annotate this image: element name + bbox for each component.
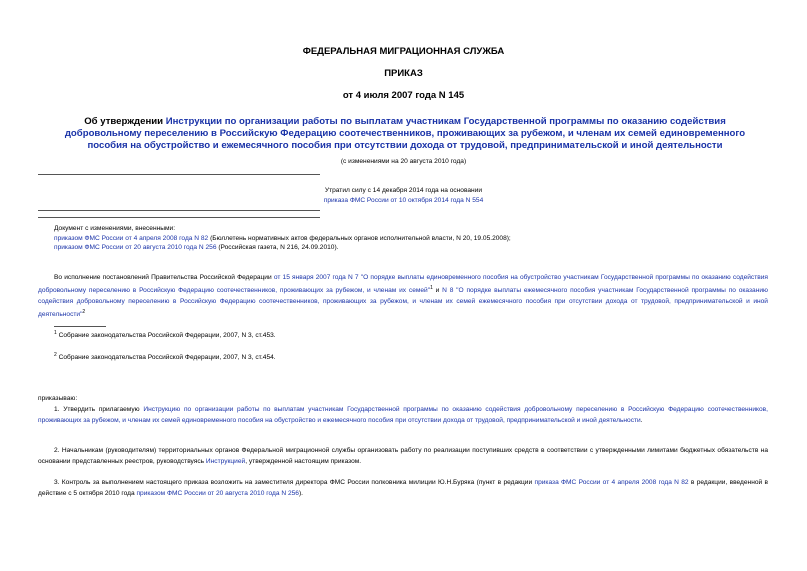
footnote-text: Собрание законодательства Российской Федерации, 2007, N 3, ст.453.: [58, 332, 276, 340]
amendments-note: (с изменениями на 20 августа 2010 года): [340, 158, 467, 165]
footnote-mark: 1: [430, 285, 433, 291]
footnote-mark: 1: [54, 330, 57, 336]
order-word: приказываю:: [38, 395, 78, 402]
footnote: [54, 329, 754, 341]
preamble-paragraph: [38, 272, 768, 320]
document-date-number: от 4 июля 2007 года N 145: [342, 90, 465, 101]
divider: [38, 210, 320, 211]
changes-item: [54, 243, 774, 253]
change-order-link-82[interactable]: приказом ФМС России от 4 апреля 2008 года N 82: [54, 234, 209, 242]
document-title: [50, 116, 760, 152]
changes-block: [54, 224, 774, 253]
divider: [38, 217, 320, 218]
item-text: в редакции, введенной в действие с 5 октября 2010 года: [38, 479, 769, 497]
item-text: ).: [298, 490, 303, 497]
order-82-link[interactable]: приказа ФМС России от 4 апреля 2008 года N 82: [534, 479, 689, 486]
changes-intro: Документ с изменениями, внесенными:: [54, 225, 176, 232]
document-type: ПРИКАЗ: [384, 68, 423, 79]
item-text: , утвержденной настоящим приказом.: [245, 458, 362, 465]
item-text: .: [640, 417, 643, 424]
item-text: 1. Утвердить прилагаемую: [54, 406, 144, 413]
change-order-link-256[interactable]: приказом ФМС России от 20 августа 2010 года N 256: [54, 244, 217, 251]
preamble-text: и: [432, 287, 443, 295]
footnote: [54, 351, 754, 363]
order-item-3: [38, 477, 768, 499]
resolution-8-link[interactable]: N 8 "О порядке выплаты ежемесячного пособия участникам Государственной программы по оказанию содействия добровольному переселению в Российскую Федерацию соотечественников, проживающих за рубежом, и членам их семей ежемесячного пособия при отсутствии дохода от трудовой, предпринимательской и иной деятельности": [38, 287, 768, 319]
change-item-source: (Российская газета, N 216, 24.09.2010).: [216, 244, 339, 251]
expired-basis-link[interactable]: приказа ФМС России от 10 октября 2014 года N 554: [323, 197, 484, 204]
footnote-mark: 2: [54, 352, 57, 358]
instruction-link[interactable]: Инструкцией: [205, 458, 246, 465]
footnote-mark: 2: [82, 309, 86, 316]
change-item-source: (Бюллетень нормативных актов федеральных органов исполнительной власти, N 20, 19.05.2008);: [208, 234, 511, 242]
item-text: 2. Начальникам (руководителям) территориальных органов Федеральной миграционной службы организовать работу по реализации поступивших средств в соответствии с утвержденными лимитами бюджетных обязательств на основании представленных реестров, руководствуясь: [38, 447, 768, 465]
item-text: 3. Контроль за выполнением настоящего приказа возложить на заместителя директора ФМС России полковника милиции Ю.Н.Буряка (пункт в редакции: [54, 479, 535, 486]
divider: [38, 174, 320, 175]
expired-text: Утратил силу с 14 декабря 2014 года на основании: [324, 187, 483, 194]
agency-name: ФЕДЕРАЛЬНАЯ МИГРАЦИОННАЯ СЛУЖБА: [302, 46, 505, 57]
instruction-link[interactable]: Инструкцию по организации работы по выплатам участникам Государственной программы по оказанию содействия добровольному переселению в Российскую Федерацию соотечественников, проживающих за рубежом, и членам их семей единовременного пособия на обустройство и ежемесячного пособия при отсутствии дохода от трудовой, предпринимательской и иной деятельности: [38, 406, 768, 424]
order-item-2: [38, 445, 768, 467]
title-prefix: Об утверждении: [84, 116, 166, 127]
resolution-7-link[interactable]: от 15 января 2007 года N 7 "О порядке выплаты единовременного пособия на обустройство участникам Государственной программы по оказанию содействия добровольному переселению в Российскую Федерацию соотечественников, проживающих за рубежом, и членам их семей": [38, 274, 768, 295]
preamble-text: Во исполнение постановлений Правительства Российской Федерации: [54, 274, 274, 281]
order-256-link[interactable]: приказом ФМС России от 20 августа 2010 года N 256: [136, 490, 299, 497]
title-instruction-link[interactable]: Инструкции по организации работы по выплатам участникам Государственной программы по оказанию содействия добровольному переселению в Российскую Федерацию соотечественников, проживающих за рубежом, и членам их семей единовременного пособия на обустройство и ежемесячного пособия при отсутствии дохода от трудовой, предпринимательской и иной деятельности: [64, 116, 746, 151]
footnote-divider: [54, 326, 106, 327]
order-item-1: [38, 404, 768, 426]
changes-item: [54, 234, 774, 244]
footnote-text: Собрание законодательства Российской Федерации, 2007, N 3, ст.454.: [58, 354, 276, 362]
